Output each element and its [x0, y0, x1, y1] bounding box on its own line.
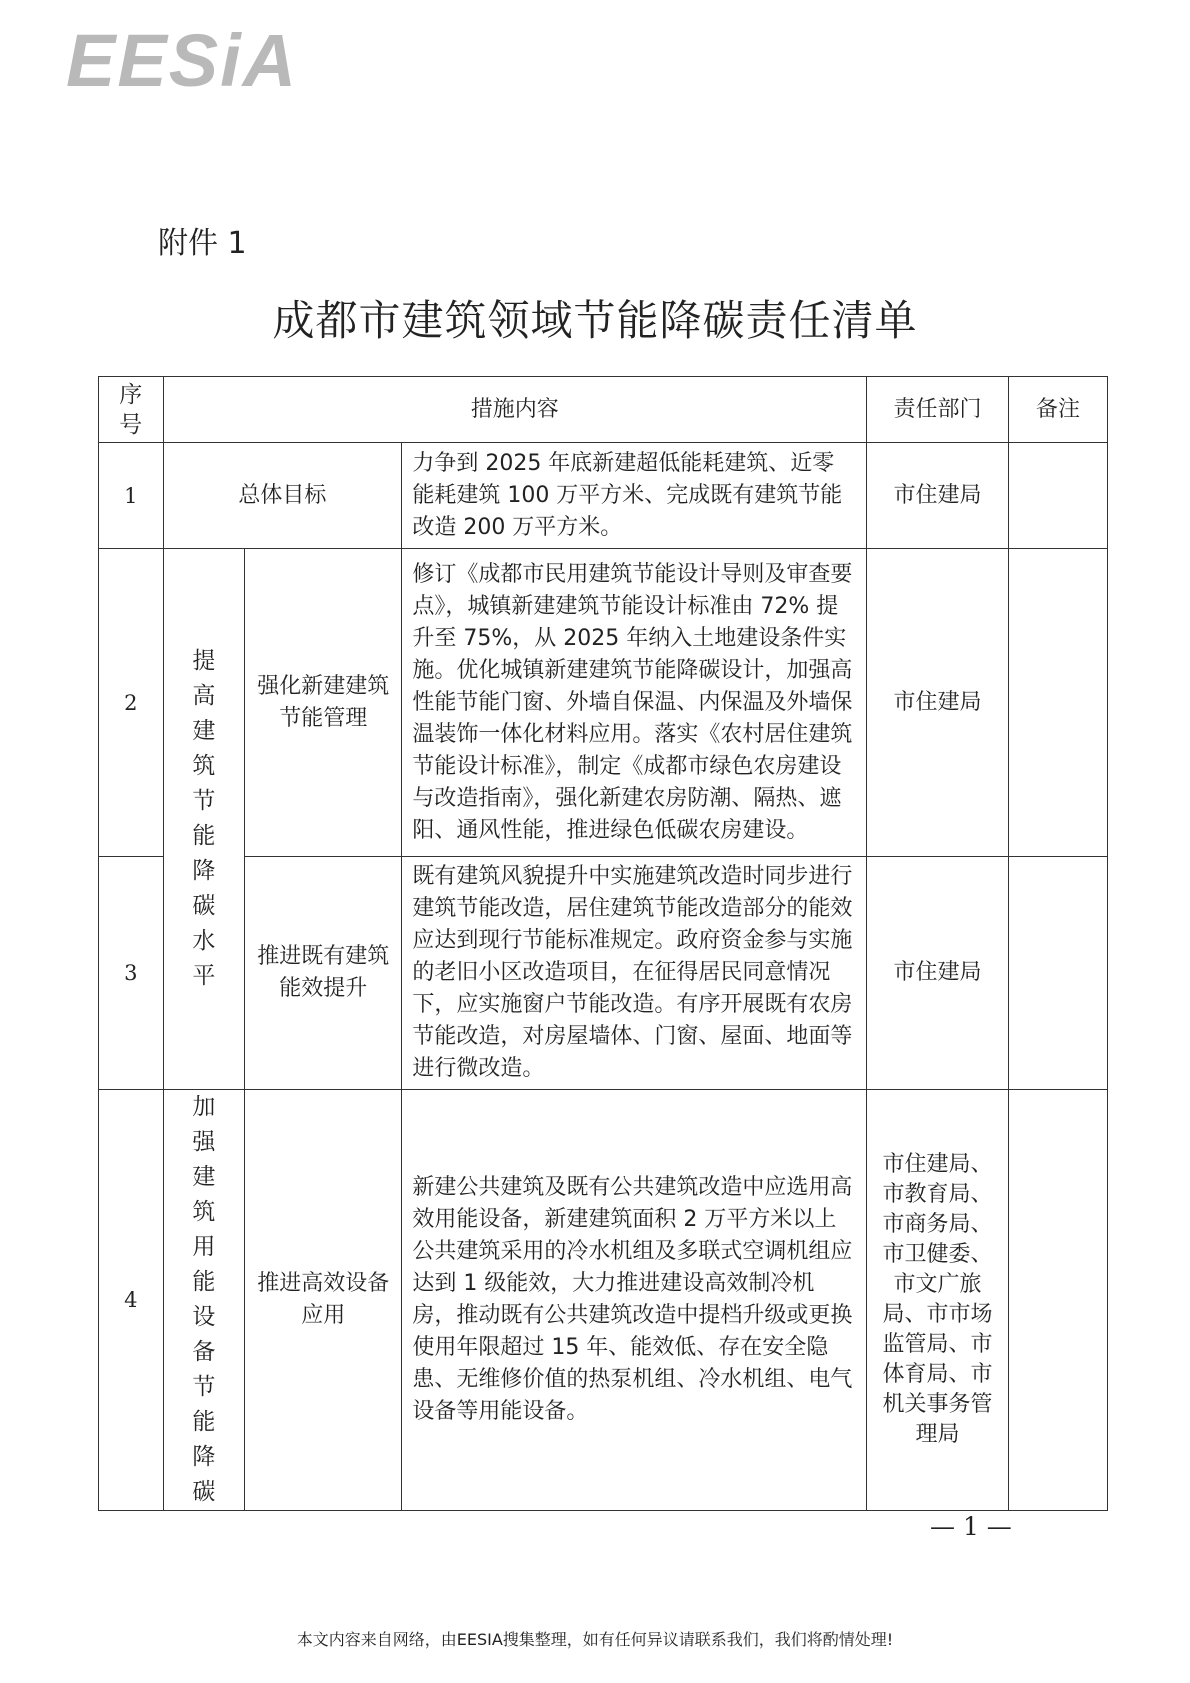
row-dept: 市住建局	[867, 549, 1009, 857]
row-dept: 市住建局	[867, 443, 1009, 549]
row-seq: 3	[99, 857, 164, 1090]
row-seq: 1	[99, 443, 164, 549]
header-measures: 措施内容	[163, 377, 866, 443]
row-content: 新建公共建筑及既有公共建筑改造中应选用高效用能设备，新建建筑面积 2 万平方米以上公共建筑采用的冷水机组及多联式空调机组应达到 1 级能效，大力推进建设高效制冷机房，推动既有公共建筑改造中提档升级或更换使用年限超过 15 年、能效低、存在安全隐患、无维修价值的热泵机组、冷水机组、电气设备等用能设备。	[402, 1090, 867, 1511]
row-remark	[1009, 857, 1108, 1090]
row-subcategory: 推进高效设备应用	[245, 1090, 402, 1511]
row-remark	[1009, 549, 1108, 857]
row-remark	[1009, 1090, 1108, 1511]
table-row	[99, 443, 1108, 549]
eesia-logo: EESiA	[66, 19, 299, 102]
table-row	[99, 857, 1108, 1090]
table-row	[99, 549, 1108, 857]
row-dept: 市住建局	[867, 857, 1009, 1090]
row-content: 修订《成都市民用建筑节能设计导则及审查要点》，城镇新建建筑节能设计标准由 72% 提升至 75%，从 2025 年纳入土地建设条件实施。优化城镇新建建筑节能降碳设计，加强高性能节能门窗、外墙自保温、内保温及外墙保温装饰一体化材料应用。落实《农村居住建筑节能设计标准》，制定《成都市绿色农房建设与改造指南》，强化新建农房防潮、隔热、遮阳、通风性能，推进绿色低碳农房建设。	[402, 549, 867, 857]
row-content: 力争到 2025 年底新建超低能耗建筑、近零能耗建筑 100 万平方米、完成既有建筑节能改造 200 万平方米。	[402, 443, 867, 549]
row-content: 既有建筑风貌提升中实施建筑改造时同步进行建筑节能改造，居住建筑节能改造部分的能效应达到现行节能标准规定。政府资金参与实施的老旧小区改造项目，在征得居民同意情况下，应实施窗户节能改造。有序开展既有农房节能改造，对房屋墙体、门窗、屋面、地面等进行微改造。	[402, 857, 867, 1090]
footer-disclaimer: 本文内容来自网络，由EESIA搜集整理，如有任何异议请联系我们，我们将酌情处理!	[296, 1630, 894, 1649]
row-category: 总体目标	[163, 443, 402, 549]
row-subcategory: 推进既有建筑能效提升	[245, 857, 402, 1090]
group-category: 加强建筑用能设备节能降碳	[163, 1090, 245, 1511]
row-seq: 4	[99, 1090, 164, 1511]
attachment-label: 附件 1	[158, 226, 247, 261]
row-remark	[1009, 443, 1108, 549]
table-header-row	[99, 377, 1108, 443]
header-remark: 备注	[1009, 377, 1108, 443]
row-subcategory: 强化新建建筑节能管理	[245, 549, 402, 857]
row-dept: 市住建局、市教育局、市商务局、市卫健委、市文广旅局、市市场监管局、市体育局、市机关事务管理局	[867, 1090, 1009, 1511]
header-dept: 责任部门	[867, 377, 1009, 443]
header-seq: 序号	[99, 377, 164, 443]
group-category: 提高建筑节能降碳水平	[163, 549, 245, 1090]
document-title: 成都市建筑领域节能降碳责任清单	[272, 296, 918, 345]
table-row	[99, 1090, 1108, 1511]
row-seq: 2	[99, 549, 164, 857]
page-number: — 1 —	[930, 1512, 1012, 1541]
responsibility-table	[98, 376, 1108, 1511]
